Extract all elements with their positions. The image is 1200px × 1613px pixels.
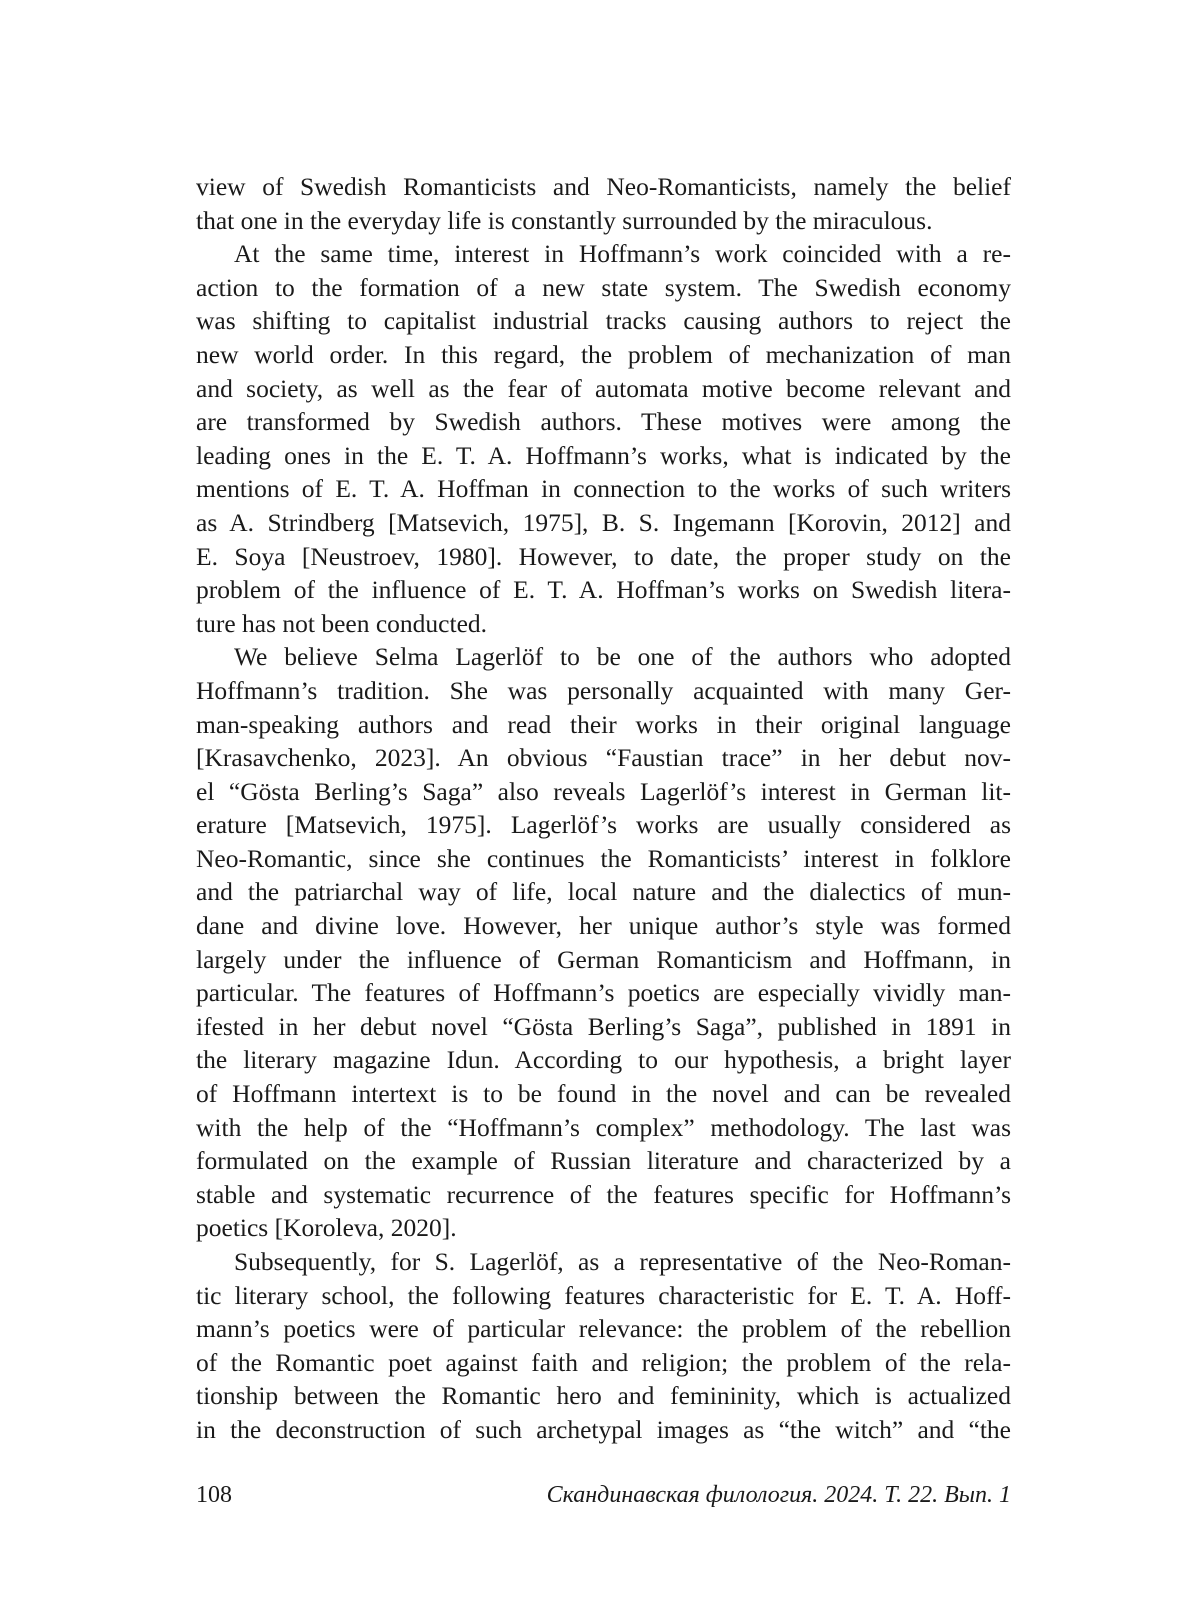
text-line: At the same time, interest in Hoffmann’s work coincided with a re- — [234, 239, 1011, 269]
text-line: view of Swedish Romanticists and Neo-Romanticists, namely the belief — [196, 172, 1011, 201]
text-line: of the Romantic poet against faith and religion; the problem of the rela- — [196, 1347, 1011, 1377]
text-line: was shifting to capitalist industrial tracks causing authors to reject the — [196, 306, 1011, 336]
text-line: mentions of E. T. A. Hoffman in connection to the works of such writers — [196, 474, 1011, 504]
text-line: new world order. In this regard, the problem of mechanization of man — [196, 339, 1011, 369]
text-line: tic literary school, the following features characteristic for E. T. A. Hoff- — [196, 1280, 1011, 1310]
text-line: that one in the everyday life is constantly surrounded by the miraculous. — [196, 205, 933, 235]
paragraph-continuation — [196, 170, 1011, 237]
text-line: are transformed by Swedish authors. These motives were among the — [196, 407, 1011, 437]
text-line: and the patriarchal way of life, local nature and the dialectics of mun- — [196, 877, 1011, 907]
text-line: of Hoffmann intertext is to be found in the novel and can be revealed — [196, 1079, 1011, 1109]
text-line: formulated on the example of Russian literature and characterized by a — [196, 1146, 1011, 1176]
page-number: 108 — [196, 1482, 232, 1508]
text-line: largely under the influence of German Romanticism and Hoffmann, in — [196, 944, 1011, 974]
page-footer — [196, 1478, 1011, 1512]
text-line: tionship between the Romantic hero and femininity, which is actualized — [196, 1381, 1011, 1411]
text-line: problem of the influence of E. T. A. Hoffman’s works on Swedish litera- — [196, 575, 1011, 605]
text-line: poetics [Koroleva, 2020]. — [196, 1213, 457, 1243]
text-line: dane and divine love. However, her unique author’s style was formed — [196, 911, 1011, 941]
text-line: leading ones in the E. T. A. Hoffmann’s works, what is indicated by the — [196, 440, 1011, 470]
text-line: in the deconstruction of such archetypal images as “the witch” and “the — [196, 1414, 1011, 1444]
text-line: erature [Matsevich, 1975]. Lagerlöf’s works are usually considered as — [196, 810, 1011, 840]
text-line: Neo-Romantic, since she continues the Romanticists’ interest in folklore — [196, 843, 1011, 873]
paragraph-hoffmann-interest — [196, 237, 1011, 640]
paragraph-lagerlof — [196, 640, 1011, 1245]
text-line: man-speaking authors and read their works in their original language — [196, 709, 1011, 739]
text-line: and society, as well as the fear of automata motive become relevant and — [196, 373, 1011, 403]
running-title: Скандинавская филология. 2024. Т. 22. Вып. 1 — [546, 1482, 1011, 1508]
text-line: ifested in her debut novel “Gösta Berling’s Saga”, published in 1891 in — [196, 1011, 1011, 1041]
paragraph-features — [196, 1245, 1011, 1447]
text-line: with the help of the “Hoffmann’s complex” methodology. The last was — [196, 1112, 1011, 1142]
text-line: action to the formation of a new state system. The Swedish economy — [196, 272, 1011, 302]
text-line: Hoffmann’s tradition. She was personally acquainted with many Ger- — [196, 675, 1011, 705]
text-line: as A. Strindberg [Matsevich, 1975], B. S. Ingemann [Korovin, 2012] and — [196, 507, 1011, 537]
text-line: particular. The features of Hoffmann’s poetics are especially vividly man- — [196, 978, 1011, 1008]
text-line: E. Soya [Neustroev, 1980]. However, to date, the proper study on the — [196, 541, 1011, 571]
text-line: stable and systematic recurrence of the features specific for Hoffmann’s — [196, 1179, 1011, 1209]
text-line: We believe Selma Lagerlöf to be one of the authors who adopted — [234, 642, 1011, 672]
text-line: mann’s poetics were of particular relevance: the problem of the rebellion — [196, 1314, 1011, 1344]
text-line: Subsequently, for S. Lagerlöf, as a representative of the Neo-Roman- — [234, 1247, 1011, 1276]
text-line: [Krasavchenko, 2023]. An obvious “Faustian trace” in her debut nov- — [196, 743, 1011, 773]
body-text — [196, 170, 1011, 1447]
text-line: el “Gösta Berling’s Saga” also reveals Lagerlöf’s interest in German lit- — [196, 776, 1011, 806]
text-line: the literary magazine Idun. According to our hypothesis, a bright layer — [196, 1045, 1011, 1075]
text-line: ture has not been conducted. — [196, 608, 488, 638]
